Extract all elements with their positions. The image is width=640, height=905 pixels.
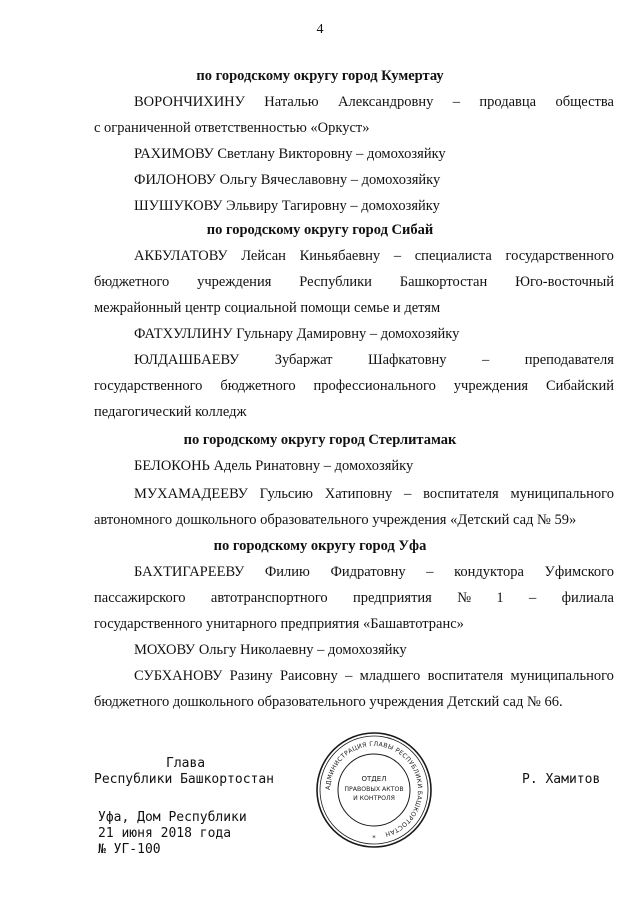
document-number: № УГ-100	[98, 842, 161, 857]
word: Башкортостан	[399, 274, 488, 290]
word: Александровну	[337, 94, 434, 110]
stamp-center-line2: ПРАВОВЫХ АКТОВ	[344, 786, 404, 793]
word: Фидратовну	[330, 564, 406, 580]
word: Гульсию	[259, 486, 313, 502]
word: БАХТИГАРЕЕВУ	[134, 564, 245, 580]
word: Филию	[264, 564, 310, 580]
entry-line: ФИЛОНОВУ Ольгу Вячеславовну – домохозяйку	[134, 172, 441, 188]
word: Разину	[229, 668, 273, 684]
word: –	[452, 94, 460, 110]
stamp-center-line3: И КОНТРОЛЯ	[353, 795, 395, 802]
page-number: 4	[316, 22, 324, 37]
section-heading-kumertau: по городскому округу город Кумертау	[196, 68, 444, 84]
word: предприятия	[353, 590, 432, 606]
entry-line: педагогический колледж	[94, 404, 247, 420]
entry-line: автономного дошкольного образовательного учреждения «Детский сад № 59»	[94, 512, 577, 528]
word: государственного	[94, 378, 203, 394]
entry-line-justified	[134, 668, 614, 685]
word: муниципального	[510, 668, 614, 684]
word: общества	[555, 94, 614, 110]
signing-place: Уфа, Дом Республики	[98, 810, 247, 825]
entry-line: государственного унитарного предприятия «Башавтотранс»	[94, 616, 464, 632]
word: Юго-восточный	[515, 274, 614, 290]
entry-line-justified	[94, 378, 614, 395]
word: государственного	[505, 248, 614, 264]
entry-line: ШУШУКОВУ Эльвиру Тагировну – домохозяйку	[134, 198, 440, 214]
stamp-ring-text: АДМИНИСТРАЦИЯ ГЛАВЫ РЕСПУБЛИКИ БАШКОРТОСТАН	[324, 740, 424, 838]
word: бюджетного	[220, 378, 296, 394]
word: –	[393, 248, 402, 264]
word: муниципального	[510, 486, 614, 502]
signing-date: 21 июня 2018 года	[98, 826, 232, 841]
word: Сибайский	[545, 378, 614, 394]
section-heading-sibai: по городскому округу город Сибай	[206, 222, 434, 238]
entry-line-justified	[134, 94, 614, 111]
word: филиала	[561, 590, 614, 606]
word: Раисовну	[279, 668, 338, 684]
word: –	[345, 668, 353, 684]
word: МУХАМАДЕЕВУ	[134, 486, 248, 502]
word: –	[482, 352, 490, 368]
word: –	[404, 486, 412, 502]
stamp-center-line1: ОТДЕЛ	[361, 775, 387, 783]
word: Уфимского	[544, 564, 614, 580]
word: Лейсан	[241, 248, 286, 264]
section-heading-ufa: по городскому округу город Уфа	[213, 538, 427, 554]
entry-line-justified	[94, 274, 614, 291]
word: Наталью	[264, 94, 319, 110]
word: Зубаржат	[274, 352, 333, 368]
official-stamp	[314, 730, 434, 850]
entry-line: с ограниченной ответственностью «Оркуст»	[94, 120, 370, 136]
word: АКБУЛАТОВУ	[134, 248, 228, 264]
word: Шафкатовну	[367, 352, 447, 368]
word: 1	[496, 590, 504, 606]
entry-line: РАХИМОВУ Светлану Викторовну – домохозяйку	[134, 146, 446, 162]
entry-line: ФАТХУЛЛИНУ Гульнару Дамировну – домохозяйку	[134, 326, 460, 342]
word: –	[528, 590, 537, 606]
word: –	[426, 564, 434, 580]
word: специалиста	[414, 248, 492, 264]
word: младшего	[359, 668, 421, 684]
entry-line-justified	[134, 564, 614, 581]
entry-line-justified	[134, 486, 614, 503]
entry-line: межрайонный центр социальной помощи семье и детям	[94, 300, 441, 316]
signatory-title-line2: Республики Башкортостан	[94, 772, 275, 787]
entry-line: бюджетного дошкольного образовательного учреждения Детский сад № 66.	[94, 694, 563, 710]
word: кондуктора	[454, 564, 524, 580]
word: профессионального	[313, 378, 436, 394]
stamp-star-icon: *	[372, 834, 376, 842]
signatory-title-line1: Глава	[166, 756, 206, 771]
entry-line-justified	[134, 352, 614, 369]
signatory-name: Р. Хамитов	[522, 772, 601, 787]
word: Киньябаевну	[299, 248, 381, 264]
word: учреждения	[453, 378, 529, 394]
word: ЮЛДАШБАЕВУ	[134, 352, 240, 368]
entry-line-justified	[94, 590, 614, 607]
section-heading-sterlitamak: по городскому округу город Стерлитамак	[183, 432, 457, 448]
entry-line: МОХОВУ Ольгу Николаевну – домохозяйку	[134, 642, 407, 658]
word: СУБХАНОВУ	[134, 668, 223, 684]
word: учреждения	[197, 274, 272, 290]
word: №	[457, 590, 472, 606]
word: преподавателя	[524, 352, 614, 368]
word: бюджетного	[94, 274, 170, 290]
word: пассажирского	[94, 590, 186, 606]
entry-line: БЕЛОКОНЬ Адель Ринатовну – домохозяйку	[134, 458, 414, 474]
word: ВОРОНЧИХИНУ	[134, 94, 245, 110]
word: Хатиповну	[324, 486, 393, 502]
word: продавца	[479, 94, 537, 110]
entry-line-justified	[134, 248, 614, 265]
word: воспитателя	[423, 486, 499, 502]
word: Республики	[299, 274, 372, 290]
word: воспитателя	[427, 668, 504, 684]
word: автотранспортного	[210, 590, 328, 606]
